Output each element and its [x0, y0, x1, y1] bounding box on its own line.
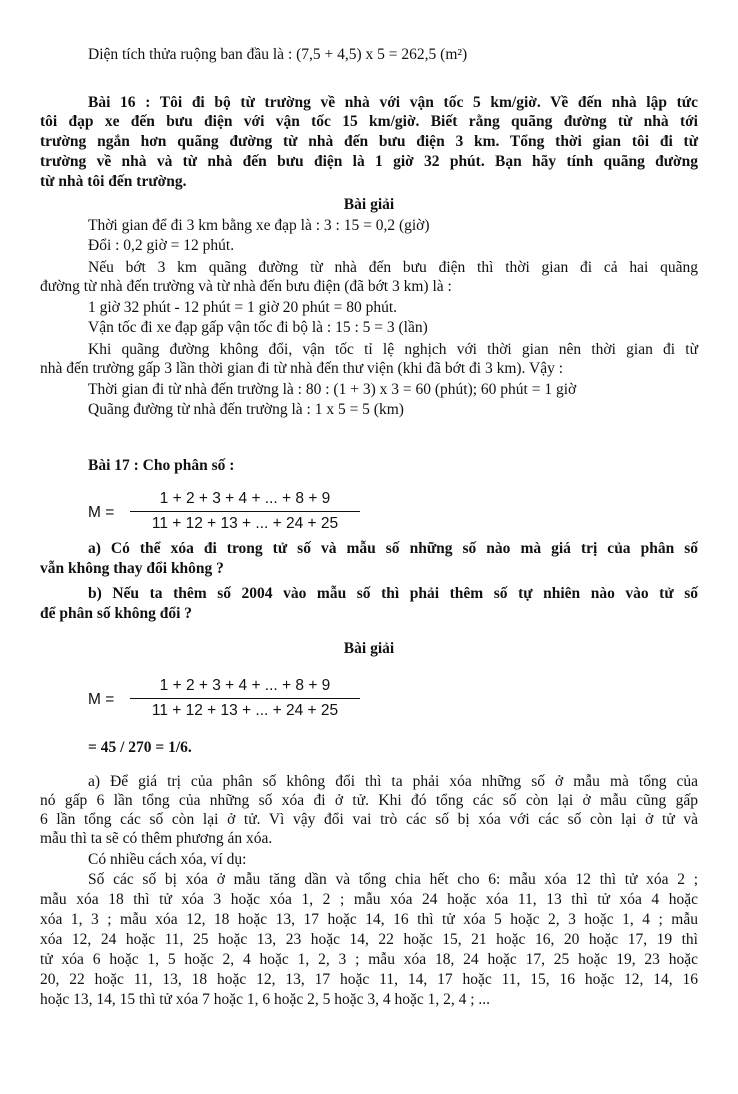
bai17-title: Bài 17 : Cho phân số :	[88, 457, 235, 474]
bai17-result: = 45 / 270 = 1/6.	[88, 739, 192, 756]
bai16-solution-line-2: Đổi : 0,2 giờ = 12 phút.	[88, 237, 235, 254]
bai16-solution-heading: Bài giải	[343, 196, 395, 213]
bai16-solution-line-7: Khi quãng đường không đổi, vận tốc tỉ lệ nghịch với thời gian nên thời gian đi từ	[88, 341, 698, 358]
fraction-numerator: 1 + 2 + 3 + 4 + ... + 8 + 9	[159, 490, 331, 507]
bai17-example-line-1: Số các số bị xóa ở mẫu tăng dần và tổng chia hết cho 6: mẫu xóa 12 thì tử xóa 2 ;	[88, 871, 698, 888]
fraction-bar	[130, 698, 360, 699]
bai17-answer-a-line-4: mẫu thì ta sẽ có thêm phương án xóa.	[40, 830, 273, 847]
bai17-question-a-line-1: a) Có thể xóa đi trong tử số và mẫu số những số nào mà giá trị của phân số	[88, 540, 698, 557]
bai16-solution-line-6: Vận tốc đi xe đạp gấp vận tốc đi bộ là : 15 : 5 = 3 (lần)	[88, 319, 428, 336]
bai16-problem-line-1: Bài 16 : Tôi đi bộ từ trường về nhà với vận tốc 5 km/giờ. Về đến nhà lập tức	[88, 94, 698, 111]
bai17-question-b-line-1: b) Nếu ta thêm số 2004 vào mẫu số thì phải thêm số tự nhiên nào vào tử số	[88, 585, 698, 602]
fraction-m-2	[88, 677, 368, 725]
bai16-problem-line-5: từ nhà tôi đến trường.	[40, 173, 187, 190]
bai16-solution-line-1: Thời gian để đi 3 km bằng xe đạp là : 3 : 15 = 0,2 (giờ)	[88, 217, 430, 234]
fraction-label: M =	[88, 691, 115, 708]
fraction-bar	[130, 511, 360, 512]
bai17-example-line-7: hoặc 13, 14, 15 thì tử xóa 7 hoặc 1, 6 hoặc 2, 5 hoặc 3, 4 hoặc 1, 2, 4 ; ...	[40, 991, 491, 1008]
bai17-example-line-2: mẫu xóa 18 thì tử xóa 3 hoặc xóa 1, 2 ; mẫu xóa 24 hoặc xóa 11, 13 thì tử xóa 4 hoặc	[40, 891, 698, 908]
bai17-many-ways: Có nhiều cách xóa, ví dụ:	[88, 851, 247, 868]
bai17-example-line-4: xóa 12, 24 hoặc 11, 25 hoặc 13, 23 hoặc 14, 22 hoặc 15, 21 hoặc 16, 20 hoặc 17, 19 thì	[40, 931, 698, 948]
bai16-solution-line-5: 1 giờ 32 phút - 12 phút = 1 giờ 20 phút = 80 phút.	[88, 299, 398, 316]
bai16-solution-line-9: Thời gian đi từ nhà đến trường là : 80 : (1 + 3) x 3 = 60 (phút); 60 phút = 1 giờ	[88, 381, 577, 398]
bai16-problem-line-2: tôi đạp xe đến bưu điện với vận tốc 15 km/giờ. Biết rằng quãng đường từ nhà tới	[40, 113, 698, 130]
bai17-answer-a-line-3: 6 lần tổng các số còn lại ở tử. Vì vậy đổi vai trò các số bị xóa với các số còn lại ở tử và	[40, 811, 698, 828]
bai17-example-line-5: tử xóa 6 hoặc 1, 5 hoặc 2, 4 hoặc 1, 2, 3 ; mẫu xóa 18, 24 hoặc 17, 25 hoặc 19, 23 hoặc	[40, 951, 698, 968]
fraction-denominator: 11 + 12 + 13 + ... + 24 + 25	[151, 702, 339, 719]
area-line: Diện tích thửa ruộng ban đầu là : (7,5 + 4,5) x 5 = 262,5 (m²)	[88, 46, 468, 63]
fraction-m-1	[88, 490, 368, 538]
bai16-solution-line-10: Quãng đường từ nhà đến trường là : 1 x 5 = 5 (km)	[88, 401, 404, 418]
bai17-answer-a-line-2: nó gấp 6 lần tổng của những số xóa đi ở tử. Khi đó tổng các số còn lại ở mẫu cũng gấp	[40, 792, 698, 809]
bai16-problem-line-4: trường về nhà và từ nhà đến bưu điện là 1 giờ 32 phút. Bạn hãy tính quãng đường	[40, 153, 698, 170]
fraction-label: M =	[88, 504, 115, 521]
bai17-example-line-6: 20, 22 hoặc 11, 13, 18 hoặc 12, 13, 17 hoặc 11, 14, 17 hoặc 11, 15, 16 hoặc 12, 14, 16	[40, 971, 698, 988]
bai16-solution-line-4: đường từ nhà đến trường và từ nhà đến bưu điện (đã bớt 3 km) là :	[40, 278, 452, 295]
fraction-numerator: 1 + 2 + 3 + 4 + ... + 8 + 9	[159, 677, 331, 694]
bai17-solution-heading: Bài giải	[343, 640, 395, 657]
bai16-solution-line-8: nhà đến trường gấp 3 lần thời gian đi từ nhà đến thư viện (khi đã bớt đi 3 km). Vậy :	[40, 360, 564, 377]
bai17-question-b-line-2: để phân số không đổi ?	[40, 605, 193, 622]
bai16-solution-line-3: Nếu bớt 3 km quãng đường từ nhà đến bưu điện thì thời gian đi cả hai quãng	[88, 259, 698, 276]
bai16-problem-line-3: trường ngắn hơn quãng đường từ nhà đến bưu điện 3 km. Tổng thời gian tôi đi từ	[40, 133, 698, 150]
bai17-example-line-3: xóa 1, 3 ; mẫu xóa 12, 18 hoặc 13, 17 hoặc 14, 16 thì tử xóa 5 hoặc 2, 3 hoặc 1, 4 ; mẫu	[40, 911, 698, 928]
bai17-answer-a-line-1: a) Để giá trị của phân số không đổi thì ta phải xóa những số ở mẫu mà tổng của	[88, 773, 698, 790]
fraction-denominator: 11 + 12 + 13 + ... + 24 + 25	[151, 515, 339, 532]
bai17-question-a-line-2: vẫn không thay đổi không ?	[40, 560, 224, 577]
